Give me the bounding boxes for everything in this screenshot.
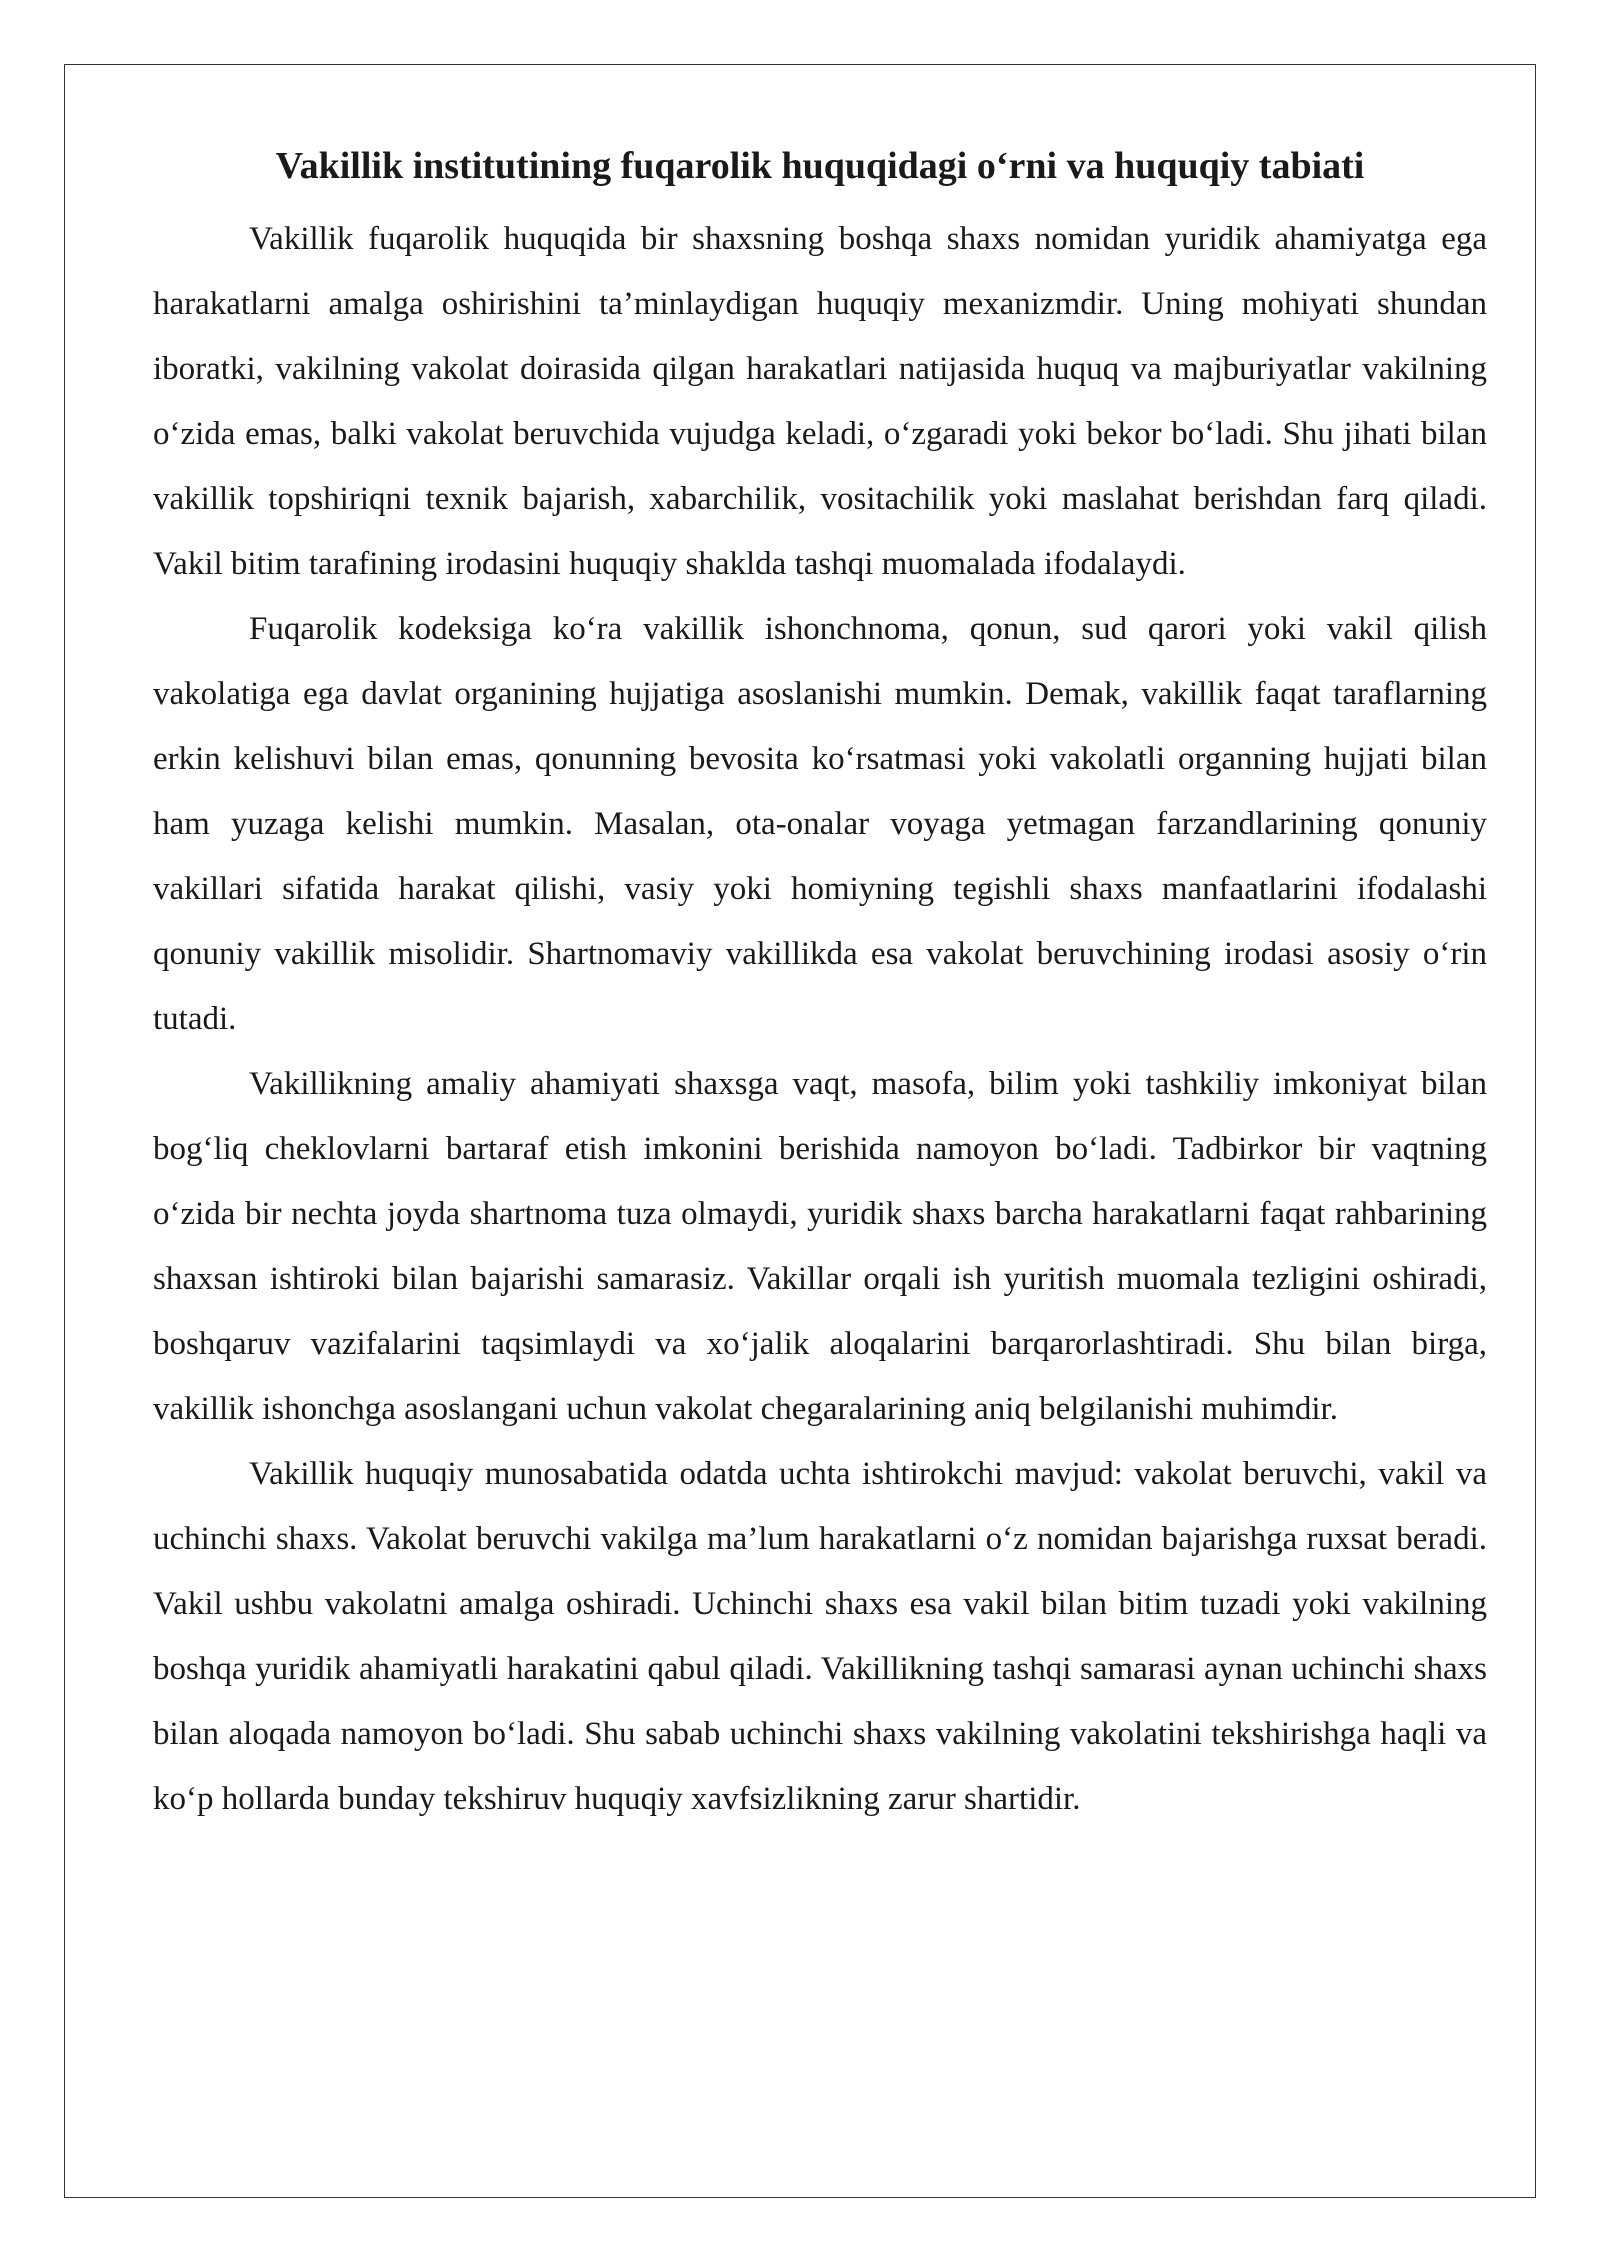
paragraph-3: Vakillikning amaliy ahamiyati shaxsga vaqt, masofa, bilim yoki tashkiliy imkoniyat bilan bog‘liq cheklovlarni bartaraf etish imkonini berishida namoyon bo‘ladi. Tadbirkor bir vaqtning o‘zida bir nechta joyda shartnoma tuza olmaydi, yuridik shaxs barcha harakatlarni faqat rahbarining shaxsan ishtiroki bilan bajarishi samarasiz. Vakillar orqali ish yuritish muomala tezligini oshiradi, boshqaruv vazifalarini taqsimlaydi va xo‘jalik aloqalarini barqarorlashtiradi. Shu bilan birga, vakillik ishonchga asoslangani uchun vakolat chegaralarining aniq belgilanishi muhimdir.	[153, 1066, 1487, 1428]
document-body	[153, 140, 1487, 1832]
document-title: Vakillik institutining fuqarolik huquqidagi o‘rni va huquqiy tabiati	[275, 145, 1365, 187]
paragraph-1: Vakillik fuqarolik huquqida bir shaxsning boshqa shaxs nomidan yuridik ahamiyatga ega harakatlarni amalga oshirishini ta’minlaydigan huquqiy mexanizmdir. Uning mohiyati shundan iboratki, vakilning vakolat doirasida qilgan harakatlari natijasida huquq va majburiyatlar vakilning o‘zida emas, balki vakolat beruvchida vujudga keladi, o‘zgaradi yoki bekor bo‘ladi. Shu jihati bilan vakillik topshiriqni texnik bajarish, xabarchilik, vositachilik yoki maslahat berishdan farq qiladi. Vakil bitim tarafining irodasini huquqiy shaklda tashqi muomalada ifodalaydi.	[153, 221, 1487, 583]
paragraph-4: Vakillik huquqiy munosabatida odatda uchta ishtirokchi mavjud: vakolat beruvchi, vakil va uchinchi shaxs. Vakolat beruvchi vakilga ma’lum harakatlarni o‘z nomidan bajarishga ruxsat beradi. Vakil ushbu vakolatni amalga oshiradi. Uchinchi shaxs esa vakil bilan bitim tuzadi yoki vakilning boshqa yuridik ahamiyatli harakatini qabul qiladi. Vakillikning tashqi samarasi aynan uchinchi shaxs bilan aloqada namoyon bo‘ladi. Shu sabab uchinchi shaxs vakilning vakolatini tekshirishga haqli va ko‘p hollarda bunday tekshiruv huquqiy xavfsizlikning zarur shartidir.	[153, 1456, 1487, 1818]
paragraph-2: Fuqarolik kodeksiga ko‘ra vakillik ishonchnoma, qonun, sud qarori yoki vakil qilish vakolatiga ega davlat organining hujjatiga asoslanishi mumkin. Demak, vakillik faqat taraflarning erkin kelishuvi bilan emas, qonunning bevosita ko‘rsatmasi yoki vakolatli organning hujjati bilan ham yuzaga kelishi mumkin. Masalan, ota-onalar voyaga yetmagan farzandlarining qonuniy vakillari sifatida harakat qilishi, vasiy yoki homiyning tegishli shaxs manfaatlarini ifodalashi qonuniy vakillik misolidir. Shartnomaviy vakillikda esa vakolat beruvchining irodasi asosiy o‘rin tutadi.	[153, 611, 1487, 1038]
